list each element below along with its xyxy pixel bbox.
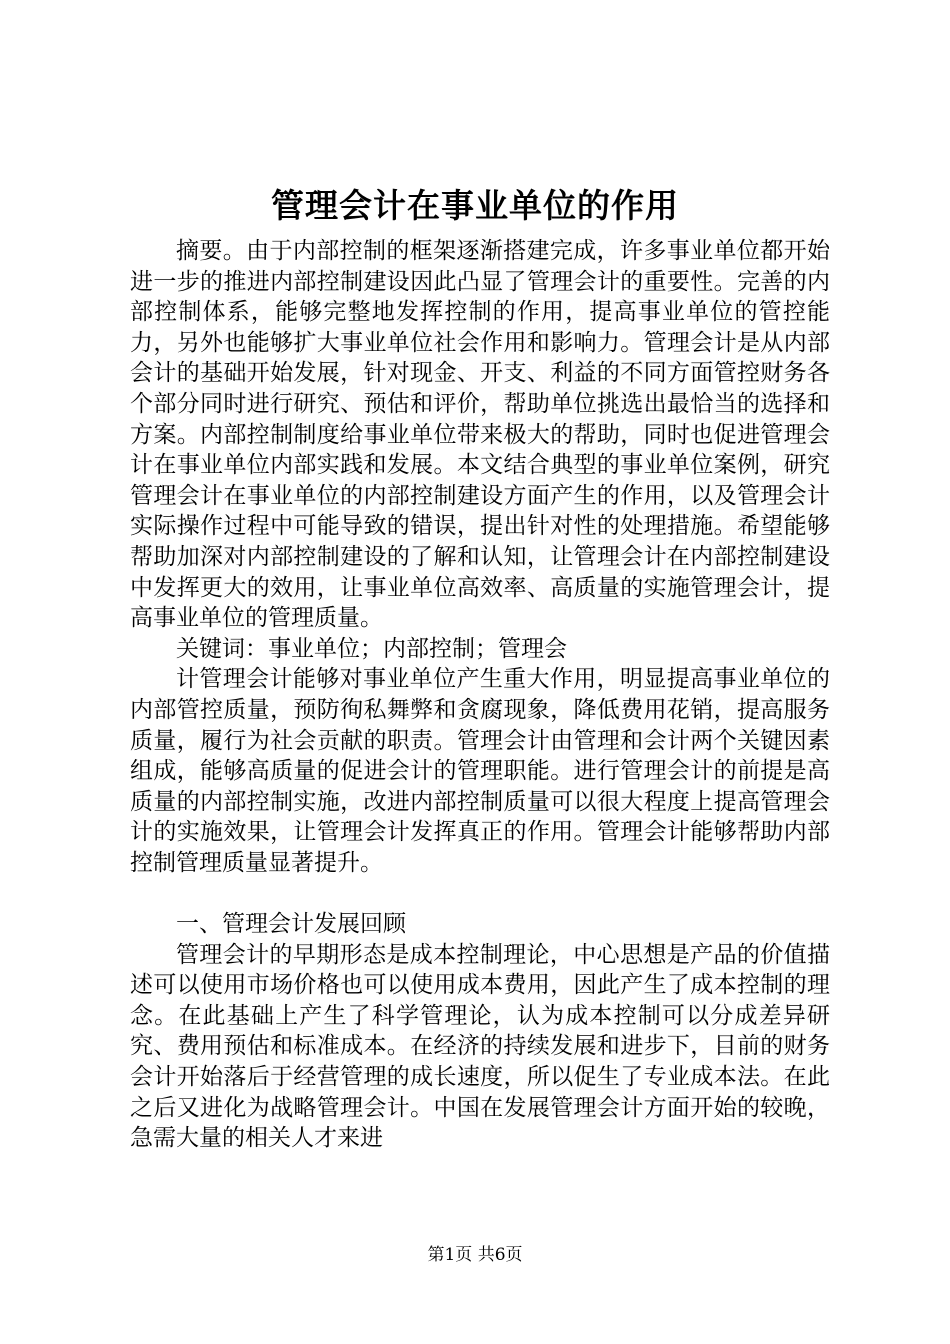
blank-line (130, 878, 830, 909)
page-footer: 第1页 共6页 (427, 1245, 523, 1265)
intro-paragraph: 计管理会计能够对事业单位产生重大作用，明显提高事业单位的内部管控质量，预防徇私舞弊和贪腐现象，降低费用花销，提高服务质量，履行为社会贡献的职责。管理会计由管理和会计两个关键因素组成，能够高质量的促进会计的管理职能。进行管理会计的前提是高质量的内部控制实施，改进内部控制质量可以很大程度上提高管理会计的实施效果，让管理会计发挥真正的作用。管理会计能够帮助内部控制管理质量显著提升。 (130, 666, 830, 876)
keywords-paragraph: 关键词：事业单位；内部控制；管理会 (176, 635, 567, 662)
document-body (130, 236, 830, 1154)
section-paragraph: 管理会计的早期形态是成本控制理论，中心思想是产品的价值描述可以使用市场价格也可以使用成本费用，因此产生了成本控制的理念。在此基础上产生了科学管理论，认为成本控制可以分成差异研究、费用预估和标准成本。在经济的持续发展和进步下，目前的财务会计开始落后于经营管理的成长速度，所以促生了专业成本法。在此之后又进化为战略管理会计。中国在发展管理会计方面开始的较晚，急需大量的相关人才来进 (130, 941, 830, 1152)
abstract-paragraph: 摘要。由于内部控制的框架逐渐搭建完成，许多事业单位都开始进一步的推进内部控制建设因此凸显了管理会计的重要性。完善的内部控制体系，能够完整地发挥控制的作用，提高事业单位的管控能力，另外也能够扩大事业单位社会作用和影响力。管理会计是从内部会计的基础开始发展，针对现金、开支、利益的不同方面管控财务各个部分同时进行研究、预估和评价，帮助单位挑选出最恰当的选择和方案。内部控制制度给事业单位带来极大的帮助，同时也促进管理会计在事业单位内部实践和发展。本文结合典型的事业单位案例，研究管理会计在事业单位的内部控制建设方面产生的作用，以及管理会计实际操作过程中可能导致的错误，提出针对性的处理措施。希望能够帮助加深对内部控制建设的了解和认知，让管理会计在内部控制建设中发挥更大的效用，让事业单位高效率、高质量的实施管理会计，提高事业单位的管理质量。 (130, 238, 830, 632)
document-title: 管理会计在事业单位的作用 (271, 186, 679, 225)
section-heading: 一、管理会计发展回顾 (176, 911, 406, 938)
